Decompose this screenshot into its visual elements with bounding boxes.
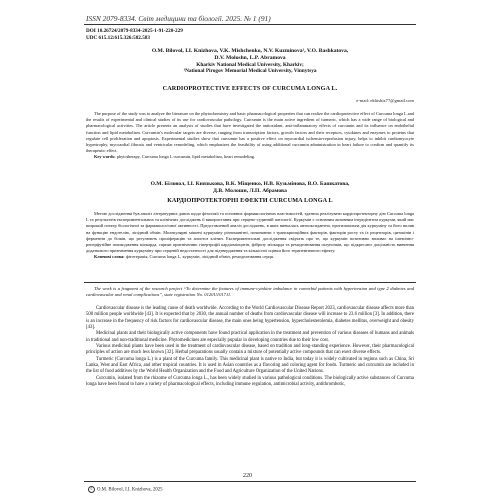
- body-text: [86, 306, 414, 388]
- contact-email[interactable]: e-mail: ekhishiz77@gmail.com: [356, 98, 414, 103]
- authors-en: [86, 48, 414, 75]
- section-rule: [84, 282, 416, 283]
- body-paragraph-3: Various medicinal plants have been used in the treatment of cardiovascular disease, based on tradition and long-standing experience. However, their pharmacological principles of action are much less known [32]. Herbal preparations usually contain a mixture of potentially active compounds that can exert diverse effects.: [86, 344, 414, 356]
- authors-ua-line-2: Д.В. Молошн, Л.П. Абрамова: [213, 187, 287, 194]
- udc-line: UDC 615.12:615.326:582.583: [86, 35, 150, 41]
- page-number: 220: [243, 473, 252, 479]
- funding-note-wrap: [86, 286, 414, 298]
- funding-note: The work is a fragment of the research project “To determine the features of immune-cytokine imbalance in comorbid patients with hypertension and type 2 diabetes and cardiovascular and renal complications”, state registration No. 0120U101711.: [86, 286, 414, 298]
- body-paragraph-1: Cardiovascular disease is the leading cause of death worldwide. According to the World Cardiovascular Disease Report 2023, cardiovascular disease affects more than 500 million people worldwide [43]. It is expected that by 2030, the annual number of deaths from cardiovascular disease will increase to 23.6 million [3]. In addition, there is an increase in the frequency of risk factors for cardiovascular disease, the main ones being hypertension, hypercholesterolemia, diabetes mellitus, overweight and obesity [43].: [86, 306, 414, 331]
- affiliation-2: ¹National Pirogov Memorial Medical University, Vinnytsya: [183, 68, 317, 75]
- keywords-en-label: Key words:: [94, 154, 116, 160]
- keywords-ua-text: фітотерапія, Curcuma longa L, куркумін, ліпідний обмін, ремоделювання серця.: [125, 254, 274, 260]
- article-title-en: CARDIOPROTECTIVE EFFECTS OF CURCUMA LONGA L.: [162, 85, 338, 92]
- abstract-ua-wrap: [86, 211, 414, 261]
- authors-ua-line-1: О.М. Біловол, І.І. Князькова, В.К. Міщенко, Н.В. Кузьмінова, В.О. Башкатова,: [150, 181, 350, 187]
- authors-en-line-2: D.V. Moloshn, L.P. Abramova: [214, 54, 286, 61]
- copyright-text: O.M. Bilovol, I.I. Knizhova, 2025: [97, 487, 163, 493]
- keywords-en-text: phytotherapy, Curcuma longa L curcumin, lipid metabolism, heart remodeling.: [116, 154, 256, 160]
- keywords-en: [86, 154, 414, 160]
- keywords-ua: [86, 254, 414, 260]
- abstract-en-wrap: [86, 111, 414, 161]
- footer-rule: [84, 481, 416, 482]
- body-paragraph-4: Turmeric (Curcuma longa L.) is a plant of the Curcuma family. This medicinal plant is native to India, but today it is widely cultivated in regions such as China, Sri Lanka, West and East Africa, and other tropical countries. It is used in Asian countries as a flavoring and coloring agent for foods. Turmeric and curcumin are included in the list of food additives by the World Health Organization and the Food and Agriculture Organization of the United Nations.: [86, 356, 414, 375]
- keywords-ua-label: Ключові слова:: [94, 254, 125, 260]
- affiliation-1: Kharkiv National Medical University, Kharkiv;: [196, 61, 304, 68]
- article-title-en-wrap: [86, 85, 414, 93]
- copyright-icon: ©: [88, 486, 95, 493]
- authors-ua: [86, 181, 414, 205]
- copyright-line: [88, 486, 163, 493]
- journal-header: ISSN 2079-8334. Світ медицини та біології. 2025. № 1 (91): [86, 14, 271, 23]
- abstract-en: The purpose of the study was to analyze the literature on the phytochemistry and basic pharmacological properties that can realize the cardioprotective effect of Curcuma longa L and the results of experimental and clinical studies of its use for cardiovascular pathology. Curcumin is the main active ingredient of turmeric, which has a wide range of biological and pharmacological activities. The article presents an analysis of studies that have investigated the antioxidant, anti-inflammatory effects of curcumin and its influence on endothelial function and lipid metabolism. Curcumin’s molecular targets are diverse, ranging from transcription factors, growth factors and their receptors, cytokines and enzymes to proteins that regulate cell proliferation and apoptosis. Experimental studies show that curcumin has a positive effect on myocardial ischemia-reperfusion injury, helps to inhibit cardiomyocyte hypertrophy, myocardial fibrosis and ventricular remodeling, which emphasizes the feasibility of using additional curcumin administration in heart failure to confirm and quantify its therapeutic effect.: [86, 111, 414, 154]
- header-rule: [84, 24, 416, 25]
- body-paragraph-2: Medicinal plants and their biologically active components have found practical application in the treatment and prevention of various diseases of humans and animals in traditional and non-traditional medicine. Phytomedicines are especially popular in developing countries due to their low cost.: [86, 331, 414, 343]
- article-title-ua: КАРДІОПРОТЕКТОРНІ ЕФЕКТИ CURCUMA LONGA L: [167, 196, 333, 204]
- abstract-ua: Метою дослідження був аналіз літературних даних щодо фітохімії та основних фармакологічних властивостей, здатних реалізувати кардіопротекторну дію Curcuma longa L та результатів експериментальних та клінічних досліджень її використання при серцево-судинній патології. Куркумін є основним активним інгредієнтом куркуми, який має широкий спектр біологічної та фармакологічної активності. Представлений аналіз досліджень, в яких вивчалась антиоксидантна, протизапальна дія куркуміну та його вплив на функцію ендотелію, ліпідний обмін. Молекулярні мішені куркуміну різноманітні, починаючи з транскрипційних факторів, факторів росту та їх рецепторів, цитокінів і ферментів до білків, що регулюють проліферацію та апоптоз клітин. Експериментальні дослідження свідчать про те, що куркумін позитивно впливає на ішемічно-реперфузійне пошкодження міокарда, сприяє пригніченню гіпертрофії кардіоміоцитів, фіброзу міокарда та ремоделювання шлуночків, що підкреслює доцільність вивчення додаткового призначення куркуміну при серцевій недостатності для підтвердження та кількісної оцінки його терапевтичного ефекту.: [86, 211, 414, 254]
- doi-line: DOI 10.26724/2079-8334-2025-1-91-220-229: [86, 28, 183, 34]
- body-paragraph-5: Curcumin, isolated from the rhizome of Curcuma longa L., has been widely studied in various pathological conditions. The biologically active substances of Curcuma longa have been found to have a variety of pharmacological effects, including immune regulation, antimicrobial activity, antithrombotic,: [86, 375, 414, 388]
- authors-en-line-1: O.M. Bilovol, I.I. Knizhova, V.K. Mishchenko, N.V. Kuzminova¹, V.O. Bashkatova,: [151, 48, 349, 54]
